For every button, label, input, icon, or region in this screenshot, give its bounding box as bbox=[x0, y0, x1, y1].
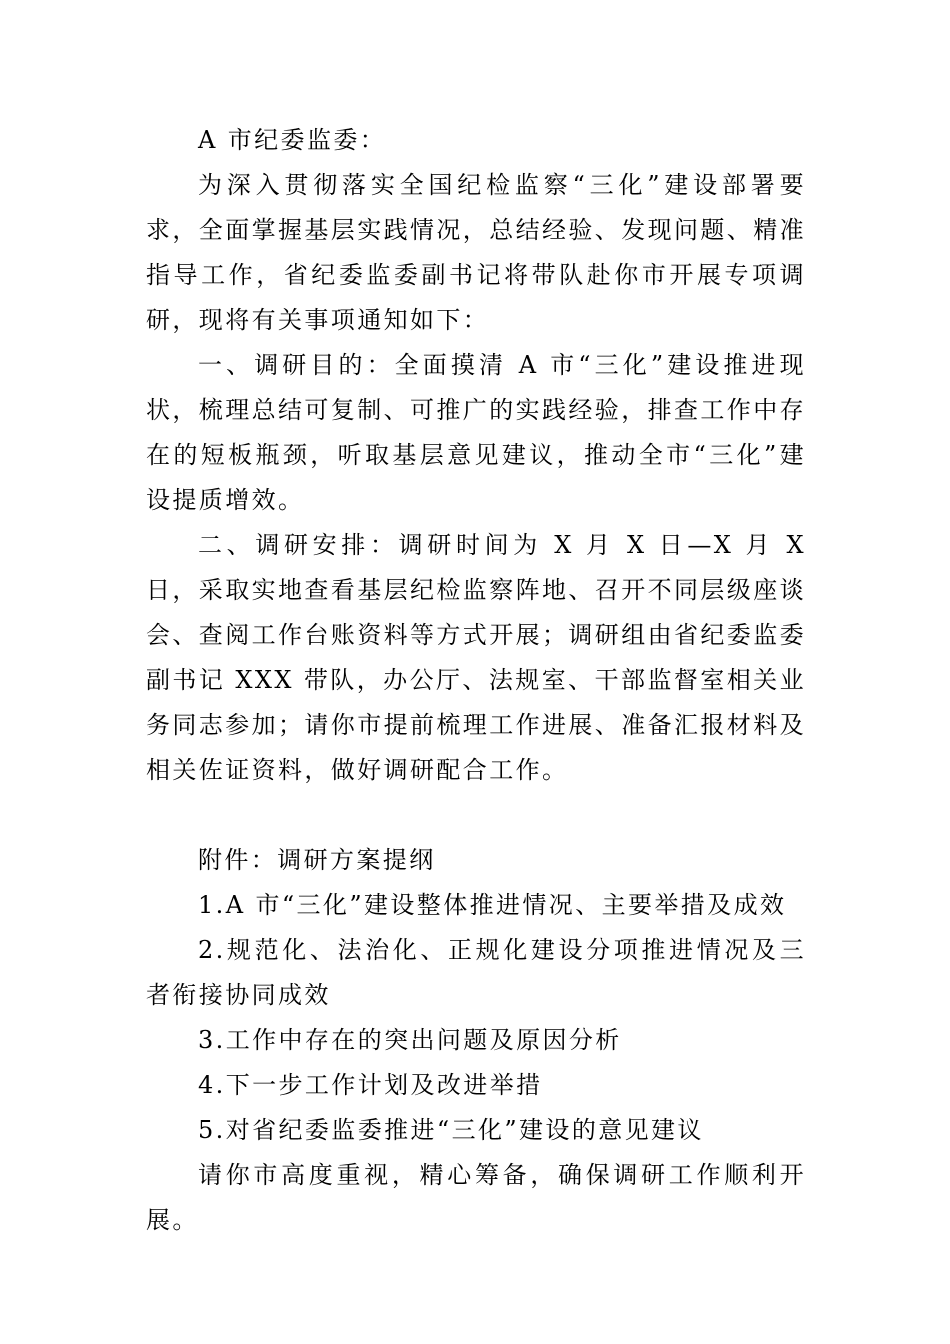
salutation: A 市纪委监委： bbox=[198, 126, 387, 154]
section-purpose: 一、调研目的：全面摸清 A 市“三化”建设推进现状，梳理总结可复制、可推广的实践经验，排查工作中存在的短板瓶颈，听取基层意见建议，推动全市“三化”建设提质增效。 bbox=[146, 351, 806, 514]
section-arrangement: 二、调研安排：调研时间为 X 月 X 日—X 月 X 日，采取实地查看基层纪检监察阵地、召开不同层级座谈会、查阅工作台账资料等方式开展；调研组由省纪委监委副书记 XXX 带队，办公厅、法规室、干部监督室相关业务同志参加；请你市提前梳理工作进展、准备汇报材料及相关佐证资料，做好调研配合工作。 bbox=[146, 531, 806, 784]
attachment-title: 附件：调研方案提纲 bbox=[198, 846, 436, 874]
attachment-item: 2.规范化、法治化、正规化建设分项推进情况及三者衔接协同成效 bbox=[146, 936, 806, 1009]
attachment-item: 4.下一步工作计划及改进举措 bbox=[198, 1071, 543, 1099]
intro-paragraph: 为深入贯彻落实全国纪检监察“三化”建设部署要求，全面掌握基层实践情况，总结经验、发现问题、精准指导工作，省纪委监委副书记将带队赴你市开展专项调研，现将有关事项通知如下： bbox=[146, 171, 806, 334]
attachment-item: 5.对省纪委监委推进“三化”建设的意见建议 bbox=[198, 1116, 704, 1144]
blank-line bbox=[146, 793, 806, 838]
attachment-item: 3.工作中存在的突出问题及原因分析 bbox=[198, 1026, 622, 1054]
attachment-item: 1.A 市“三化”建设整体推进情况、主要举措及成效 bbox=[198, 891, 787, 919]
closing-paragraph: 请你市高度重视，精心筹备，确保调研工作顺利开展。 bbox=[146, 1161, 806, 1234]
document-page bbox=[146, 118, 806, 1243]
